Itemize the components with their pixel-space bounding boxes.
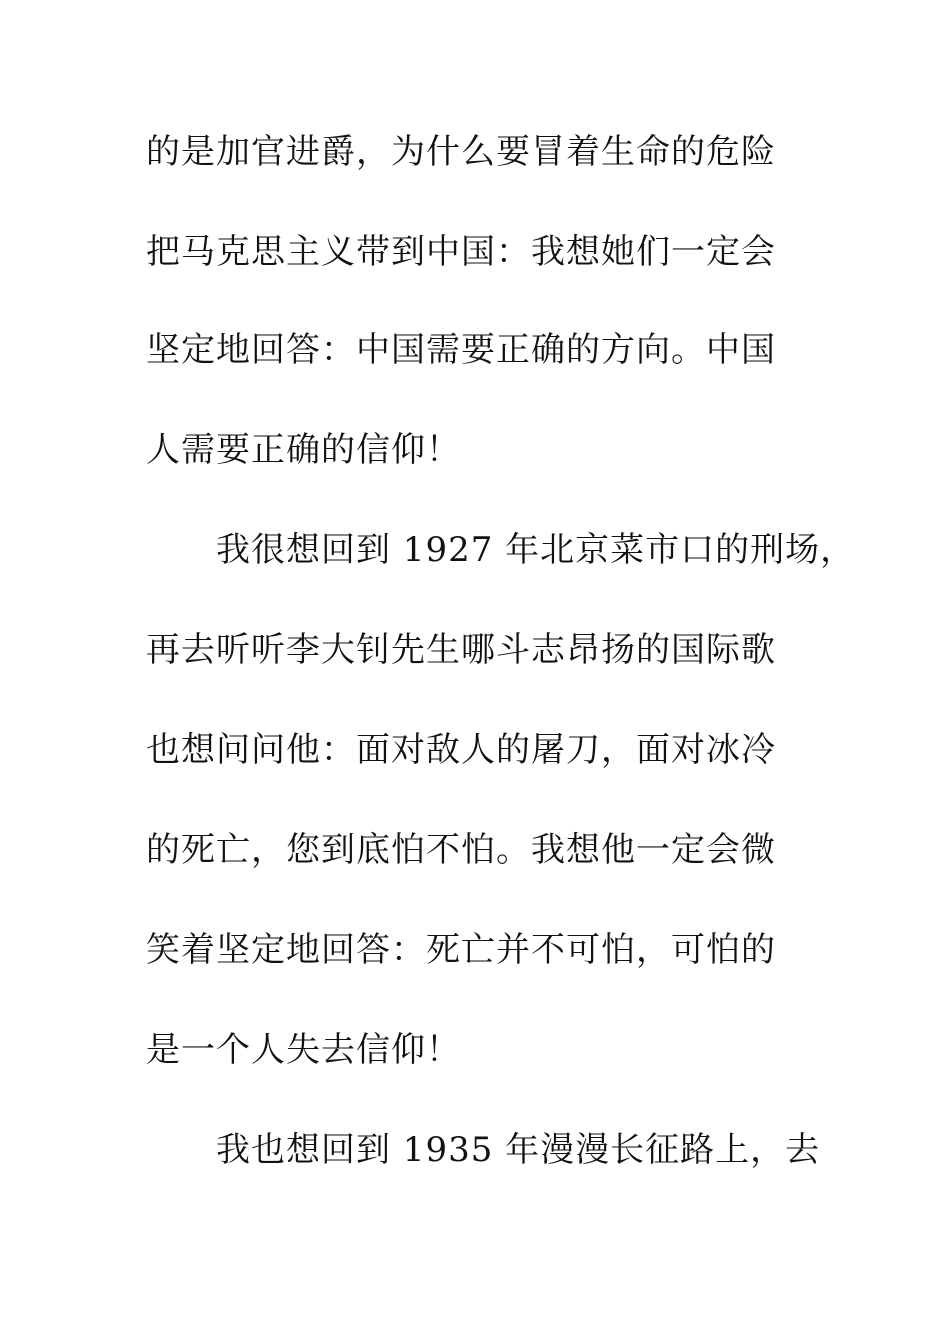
text-line: 笑着坚定地回答：死亡并不可怕，可怕的 bbox=[146, 930, 776, 970]
text-line: 坚定地回答：中国需要正确的方向。中国 bbox=[146, 330, 776, 370]
text-line: 再去听听李大钊先生哪斗志昂扬的国际歌 bbox=[146, 630, 776, 670]
text-line: 也想问问他：面对敌人的屠刀，面对冰冷 bbox=[146, 730, 776, 770]
text-line: 的是加官进爵，为什么要冒着生命的危险 bbox=[146, 132, 776, 172]
text-line: 人需要正确的信仰！ bbox=[146, 430, 461, 470]
text-line: 是一个人失去信仰！ bbox=[146, 1030, 461, 1070]
paragraph-start-line: 我也想回到 1935 年漫漫长征路上，去 bbox=[216, 1130, 821, 1170]
text-line: 把马克思主义带到中国：我想她们一定会 bbox=[146, 232, 776, 272]
text-line: 的死亡，您到底怕不怕。我想他一定会微 bbox=[146, 830, 776, 870]
paragraph-start-line: 我很想回到 1927 年北京菜市口的刑场， bbox=[216, 530, 856, 570]
